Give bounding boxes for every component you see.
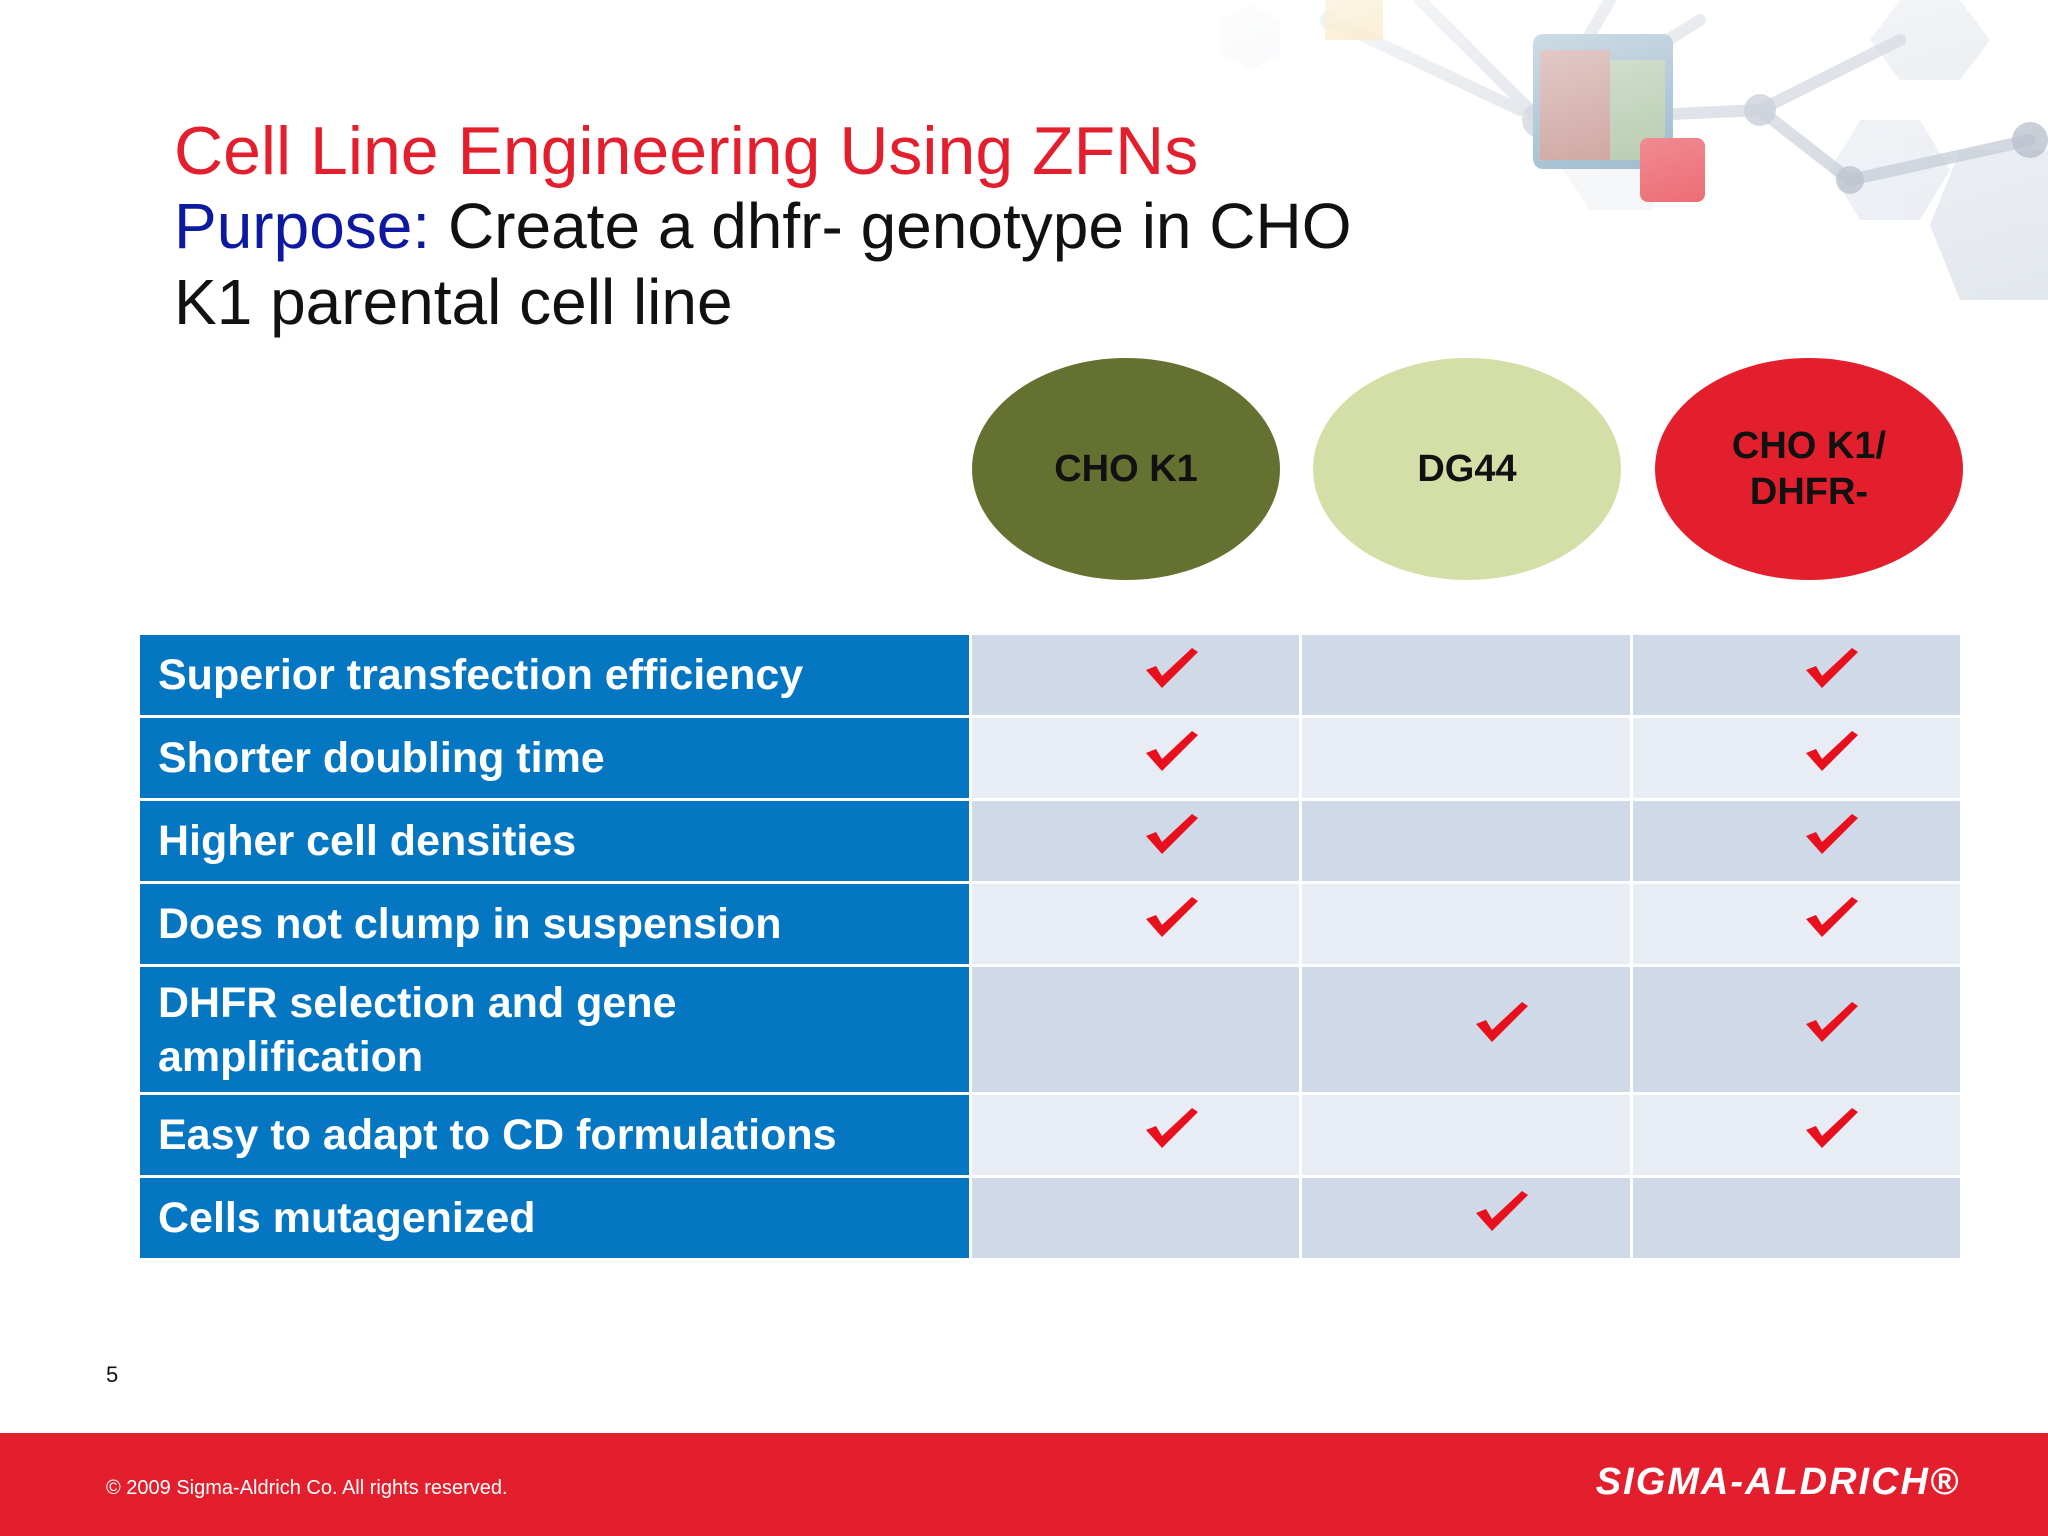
page-number: 5 <box>106 1362 119 1387</box>
table-cell <box>1631 1094 1961 1177</box>
table-cell <box>1631 1177 1961 1260</box>
table-row <box>139 1094 1962 1177</box>
table-cell <box>1631 634 1961 717</box>
table-cell <box>1631 717 1961 800</box>
table-cell <box>1631 883 1961 966</box>
feature-label: Higher cell densities <box>139 800 971 883</box>
table-cell <box>1631 966 1961 1094</box>
table-cell <box>1301 1177 1631 1260</box>
sigma-aldrich-logo: SIGMA-ALDRICH® <box>1595 1461 1960 1503</box>
feature-label: Does not clump in suspension <box>139 883 971 966</box>
table-cell <box>1631 800 1961 883</box>
checkmark-icon <box>1144 1104 1200 1150</box>
table-cell <box>1301 634 1631 717</box>
column-header-cho-k1: CHO K1 <box>972 358 1280 580</box>
table-cell <box>971 966 1301 1094</box>
table-cell <box>1301 717 1631 800</box>
table-cell <box>1301 1094 1631 1177</box>
table-cell <box>971 634 1301 717</box>
feature-label: DHFR selection and gene amplification <box>139 966 971 1094</box>
table-cell <box>971 1177 1301 1260</box>
checkmark-icon <box>1804 998 1860 1044</box>
table-cell <box>1301 883 1631 966</box>
feature-label: Shorter doubling time <box>139 717 971 800</box>
comparison-table <box>137 632 1963 1261</box>
purpose-label: Purpose: <box>174 190 431 262</box>
table-row <box>139 883 1962 966</box>
table-row <box>139 634 1962 717</box>
checkmark-icon <box>1804 893 1860 939</box>
feature-label: Superior transfection efficiency <box>139 634 971 717</box>
column-header-cho-k1-dhfr: CHO K1/ DHFR- <box>1655 358 1963 580</box>
feature-label: Easy to adapt to CD formulations <box>139 1094 971 1177</box>
feature-label: Cells mutagenized <box>139 1177 971 1260</box>
checkmark-icon <box>1804 810 1860 856</box>
table-cell <box>971 800 1301 883</box>
checkmark-icon <box>1804 644 1860 690</box>
table-cell <box>971 1094 1301 1177</box>
table-cell <box>1301 800 1631 883</box>
checkmark-icon <box>1144 893 1200 939</box>
checkmark-icon <box>1144 644 1200 690</box>
table-row <box>139 966 1962 1094</box>
checkmark-icon <box>1474 998 1530 1044</box>
checkmark-icon <box>1144 810 1200 856</box>
checkmark-icon <box>1804 1104 1860 1150</box>
footer-bar <box>0 1433 2048 1536</box>
purpose-statement <box>174 188 1424 340</box>
table-row <box>139 717 1962 800</box>
purpose-text: Create a dhfr- genotype in CHO K1 parental cell line <box>174 190 1352 338</box>
table-cell <box>1301 966 1631 1094</box>
table-cell <box>971 883 1301 966</box>
table-row <box>139 1177 1962 1260</box>
table-row <box>139 800 1962 883</box>
slide-title: Cell Line Engineering Using ZFNs <box>174 113 1199 189</box>
checkmark-icon <box>1474 1187 1530 1233</box>
column-header-dg44: DG44 <box>1313 358 1621 580</box>
checkmark-icon <box>1804 727 1860 773</box>
copyright-text: © 2009 Sigma-Aldrich Co. All rights reserved. <box>106 1477 508 1499</box>
checkmark-icon <box>1144 727 1200 773</box>
table-cell <box>971 717 1301 800</box>
